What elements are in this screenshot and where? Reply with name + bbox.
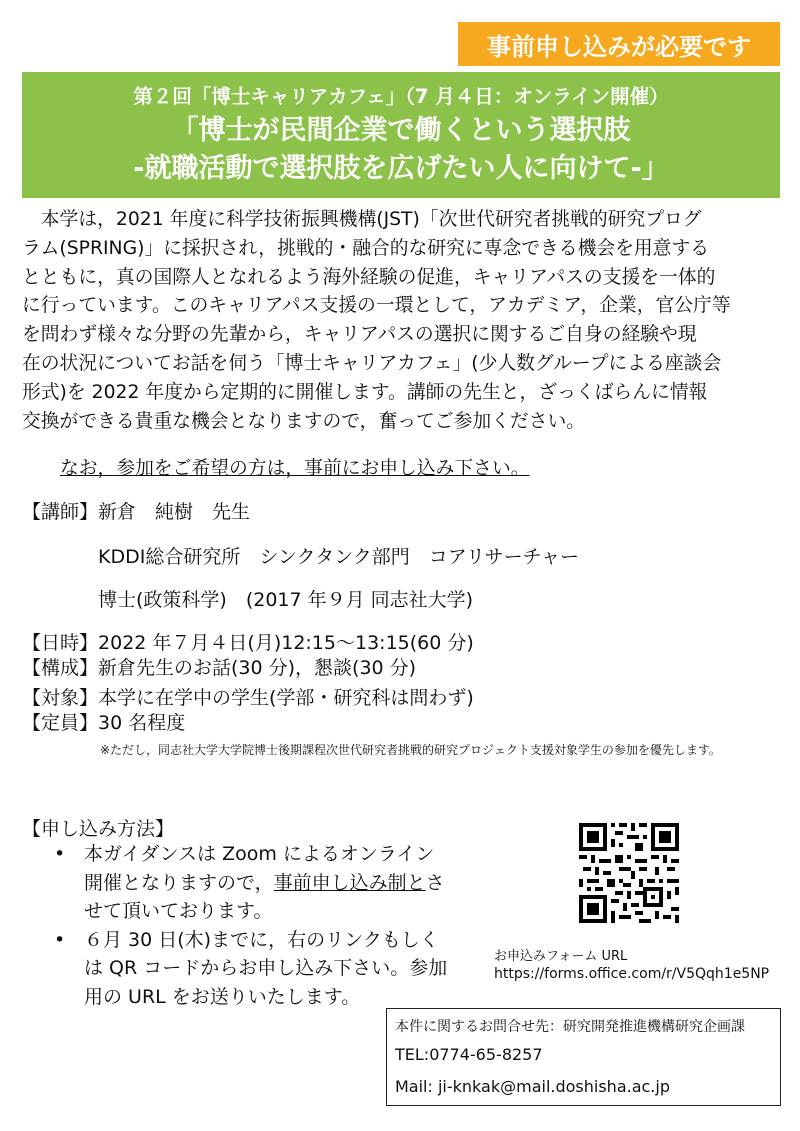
intro-line: ラム(SPRING)」に採択され，挑戦的・融合的な研究に専念できる機会を用意する xyxy=(22,237,710,259)
step-text-part: さ xyxy=(425,871,445,894)
intro-line: 本学は，2021 年度に科学技術振興機構(JST)「次世代研究者挑戦的研究プログ xyxy=(22,209,702,230)
lecturer-degree: 博士(政策科学) (2017 年９月 同志社大学) xyxy=(98,589,474,611)
lecturer-name: 新倉 純樹 先生 xyxy=(98,501,251,523)
priority-note: ※ただし，同志社大学大学院博士後期課程次世代研究者挑戦的研究プロジェクト支援対象学生の参加を優先します。 xyxy=(100,743,721,757)
step-text: は QR コードからお申し込み下さい。参加 xyxy=(84,957,448,979)
event-subtitle: 第２回「博士キャリアカフェ」（7 月４日：オンライン開催） xyxy=(133,85,669,108)
qr-code-icon[interactable] xyxy=(579,823,679,923)
format-value: 新倉先生のお話(30 分)，懇談(30 分) xyxy=(98,657,417,679)
contact-box xyxy=(386,1008,781,1106)
capacity-value: 30 名程度 xyxy=(98,712,186,734)
step-text-part: 開催となりますので， xyxy=(84,871,274,894)
step-text xyxy=(84,869,470,898)
date-value: 2022 年７月４日(月)12:15～13:15(60 分) xyxy=(98,632,474,654)
date-row xyxy=(22,628,474,655)
contact-email[interactable]: Mail: ji-knkak@mail.doshisha.ac.jp xyxy=(395,1077,670,1096)
list-item xyxy=(50,926,470,1012)
form-url-label: お申込みフォーム URL xyxy=(494,949,628,964)
target-label: 【対象】 xyxy=(22,687,99,709)
event-title-line1: 「博士が民間企業で働くという選択肢 xyxy=(171,115,631,146)
application-method-heading: 【申し込み方法】 xyxy=(22,818,175,840)
advance-registration-note: なお，参加をご希望の方は，事前にお申し込み下さい。 xyxy=(60,458,530,479)
bullet-icon: • xyxy=(54,928,66,951)
event-title-line2: -就職活動で選択肢を広げたい人に向けて-」 xyxy=(133,153,669,184)
intro-line: 在の状況についてお話を伺う「博士キャリアカフェ」(少人数グループによる座談会 xyxy=(22,352,722,374)
advance-registration-emphasis: 事前申し込み制と xyxy=(273,871,426,894)
intro-line: 交換ができる貴重な機会となりますので，奮ってご参加ください。 xyxy=(22,410,586,432)
lecturer-row xyxy=(22,497,250,524)
format-label: 【構成】 xyxy=(22,657,99,679)
registration-required-badge: 事前申し込みが必要です xyxy=(458,22,780,66)
application-steps xyxy=(50,840,470,1011)
capacity-label: 【定員】 xyxy=(22,712,99,734)
intro-line: に行っています。このキャリアパス支援の一環として，アカデミア，企業，官公庁等 xyxy=(22,295,731,317)
bullet-icon: • xyxy=(54,843,66,865)
target-value: 本学に在学中の学生(学部・研究科は問わず) xyxy=(98,687,474,709)
step-text: 本ガイダンスは Zoom によるオンライン xyxy=(84,843,435,865)
intro-line: とともに，真の国際人となれるよう海外経験の促進，キャリアパスの支援を一体的 xyxy=(22,266,716,288)
intro-line: 形式)を 2022 年度から定期的に開催します。講師の先生と，ざっくばらんに情報 xyxy=(22,381,708,403)
format-row xyxy=(22,653,416,680)
step-text: 用の URL をお送りいたします。 xyxy=(84,985,361,1008)
list-item xyxy=(50,840,470,926)
capacity-row xyxy=(22,708,185,735)
target-row xyxy=(22,683,474,710)
contact-office: 本件に関するお問合せ先：研究開発推進機構研究企画課 xyxy=(395,1019,745,1035)
event-banner xyxy=(22,72,780,198)
step-text: ６月 30 日(木)までに，右のリンクもしく xyxy=(84,928,439,951)
date-label: 【日時】 xyxy=(22,632,99,654)
step-text: せて頂いております。 xyxy=(84,900,273,922)
intro-line: を問わず様々な分野の先輩から，キャリアパスの選択に関するご自身の経験や現 xyxy=(22,324,697,346)
contact-phone: TEL:0774-65-8257 xyxy=(395,1045,543,1064)
lecturer-affiliation: KDDI総合研究所 シンクタンク部門 コアリサーチャー xyxy=(98,546,580,568)
lecturer-label: 【講師】 xyxy=(22,501,99,523)
intro-paragraph xyxy=(22,206,782,436)
form-url-link[interactable]: https://forms.office.com/r/V5Qqh1e5NP xyxy=(494,966,770,982)
